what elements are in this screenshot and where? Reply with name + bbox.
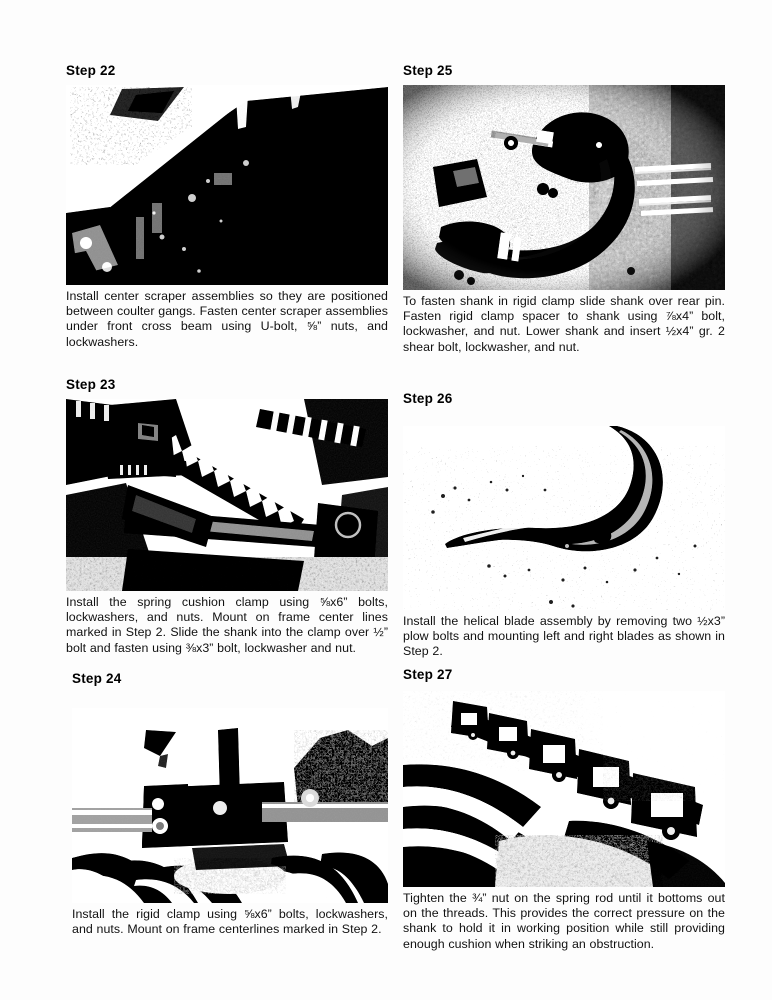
step-block-23 — [66, 378, 388, 656]
step-photo-25 — [403, 85, 725, 290]
step-heading-22: Step 22 — [66, 63, 116, 78]
step-caption-24: Install the rigid clamp using ⅝x6” bolts, lockwashers, and nuts. Mount on frame centerlines marked in Step 2. — [72, 906, 388, 936]
step-caption-25: To fasten shank in rigid clamp slide shank over rear pin. Fasten rigid clamp spacer to shank using ⅞x4” bolt, lockwasher, and nut. Lower shank and insert ½x4” gr. 2 shear bolt, lockwasher, and nut. — [403, 293, 725, 354]
step-caption-23: Install the spring cushion clamp using ⅝x6” bolts, lockwashers, and nuts. Mount on frame center lines marked in Step 2. Slide the shank into the clamp over ½” bolt and fasten using ⅜x3” bolt, lockwasher and nut. — [66, 594, 388, 655]
step-heading-26: Step 26 — [403, 391, 453, 406]
step-caption-22: Install center scraper assemblies so they are positioned between coulter gangs. Fasten center scraper assemblies under front cross beam using U-bolt, ⅝” nuts, and lockwashers. — [66, 288, 388, 349]
step-block-26 — [403, 392, 725, 660]
step-heading-27: Step 27 — [403, 667, 453, 682]
step-photo-23 — [66, 399, 388, 591]
step-photo-22 — [66, 85, 388, 285]
step-heading-25: Step 25 — [403, 63, 453, 78]
step-block-25 — [403, 64, 725, 355]
step-block-24 — [72, 672, 388, 937]
step-caption-27: Tighten the ¾” nut on the spring rod until it bottoms out on the threads. This provides the correct pressure on the shank to hold it in working position while still providing enough cushion when striking an obstruction. — [403, 890, 725, 951]
step-block-27 — [403, 668, 725, 952]
step-block-22 — [66, 64, 388, 350]
step-photo-27 — [403, 691, 725, 887]
step-heading-23: Step 23 — [66, 377, 116, 392]
step-caption-26: Install the helical blade assembly by removing two ½x3” plow bolts and mounting left and right blades as shown in Step 2. — [403, 613, 725, 659]
step-heading-24: Step 24 — [72, 671, 122, 686]
step-photo-24 — [72, 708, 388, 903]
step-photo-26 — [403, 426, 725, 610]
